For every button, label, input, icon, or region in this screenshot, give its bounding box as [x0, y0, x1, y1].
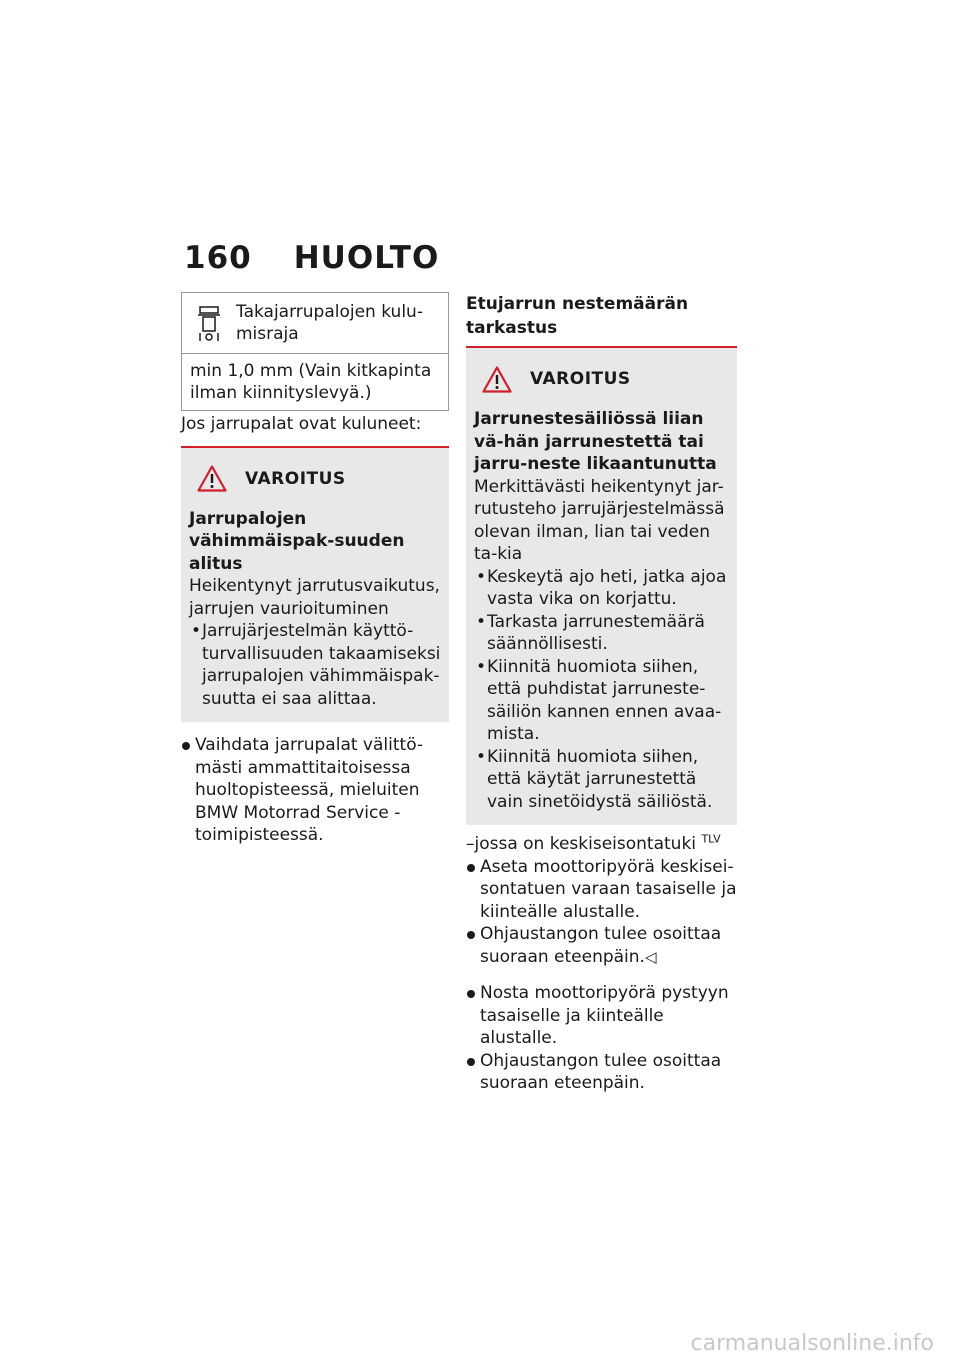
- chapter-title: HUOLTO: [293, 240, 440, 276]
- list-item: • Jarrujärjestelmän käyttö-turvallisuuden takaamiseksi jarrupalojen vähimmäispak-suutta ei saa alittaa.: [189, 620, 441, 710]
- list-item: Vaihdata jarrupalat välittö-mästi ammattitaitoisessa huoltopisteessä, mieluiten BMW Motorrad Service -toimipisteessä.: [181, 734, 449, 847]
- spec-header-row: [182, 293, 448, 354]
- list-item: Ohjaustangon tulee osoittaa suoraan eteenpäin.: [466, 1050, 737, 1095]
- warning-title: VAROITUS: [245, 468, 346, 489]
- list-item: [466, 923, 737, 968]
- step-list-right-b: [466, 982, 737, 1095]
- intro-text: Jos jarrupalat ovat kuluneet:: [181, 414, 422, 434]
- warning-box-right: [466, 346, 737, 825]
- step-list-right-a: [466, 856, 737, 969]
- spec-label: Takajarrupalojen kulu-misraja: [236, 302, 423, 344]
- list-item: • Keskeytä ajo heti, jatka ajoa vasta vika on korjattu.: [474, 566, 729, 611]
- warning-box-left: [181, 446, 449, 723]
- warning-heading: Jarrupalojen vähimmäispak-suuden alitus: [189, 508, 405, 574]
- page-header: [184, 240, 439, 276]
- warning-header: [197, 462, 441, 496]
- warning-heading: Jarrunestesäiliössä liian vä-hän jarrunestettä tai jarru-neste likaantunutta: [474, 409, 717, 474]
- warning-triangle-icon: [197, 465, 227, 492]
- spec-table: [181, 292, 449, 411]
- condition-superscript: TLV: [701, 832, 721, 846]
- warning-bullets: [189, 620, 441, 710]
- warning-text: Heikentynyt jarrutusvaikutus, jarrujen vaurioituminen: [189, 576, 440, 619]
- list-item: Nosta moottoripyörä pystyyn tasaiselle ja kiinteälle alustalle.: [466, 982, 737, 1050]
- list-item: Aseta moottoripyörä keskisei-sontatuen varaan tasaiselle ja kiinteälle alustalle.: [466, 856, 737, 924]
- condition-text: –jossa on keskiseisontatuki: [466, 834, 697, 854]
- warning-bullets: [474, 566, 729, 814]
- brake-pad-wear-icon: [194, 303, 224, 343]
- section-heading: Etujarrun nestemäärän tarkastus: [466, 294, 689, 338]
- left-column: [181, 292, 449, 847]
- list-item-text: Ohjaustangon tulee osoittaa suoraan eteenpäin.: [480, 924, 722, 967]
- condition-line: [466, 833, 737, 856]
- end-mark-icon: ◁: [644, 947, 657, 966]
- warning-title: VAROITUS: [530, 369, 631, 389]
- list-item: • Kiinnitä huomiota siihen, että käytät jarrunestettä vain sinetöidystä säiliöstä.: [474, 746, 729, 814]
- spec-value: min 1,0 mm (Vain kitkapinta ilman kiinnityslevyä.): [190, 361, 432, 403]
- warning-triangle-icon: [482, 366, 512, 393]
- list-item: • Tarkasta jarrunestemäärä säännöllisesti.: [474, 611, 729, 656]
- warning-text: Merkittävästi heikentynyt jar-rutusteho jarrujärjestelmässä olevan ilman, lian tai veden ta-kia: [474, 476, 725, 564]
- page-number: 160: [184, 240, 252, 276]
- step-list-left: [181, 734, 449, 847]
- warning-header: [482, 362, 729, 396]
- list-item: • Kiinnitä huomiota siihen, että puhdistat jarruneste-säiliön kannen ennen avaa-mista.: [474, 656, 729, 746]
- right-column: [466, 292, 737, 1095]
- watermark: carmanualsonline.info: [690, 1331, 934, 1356]
